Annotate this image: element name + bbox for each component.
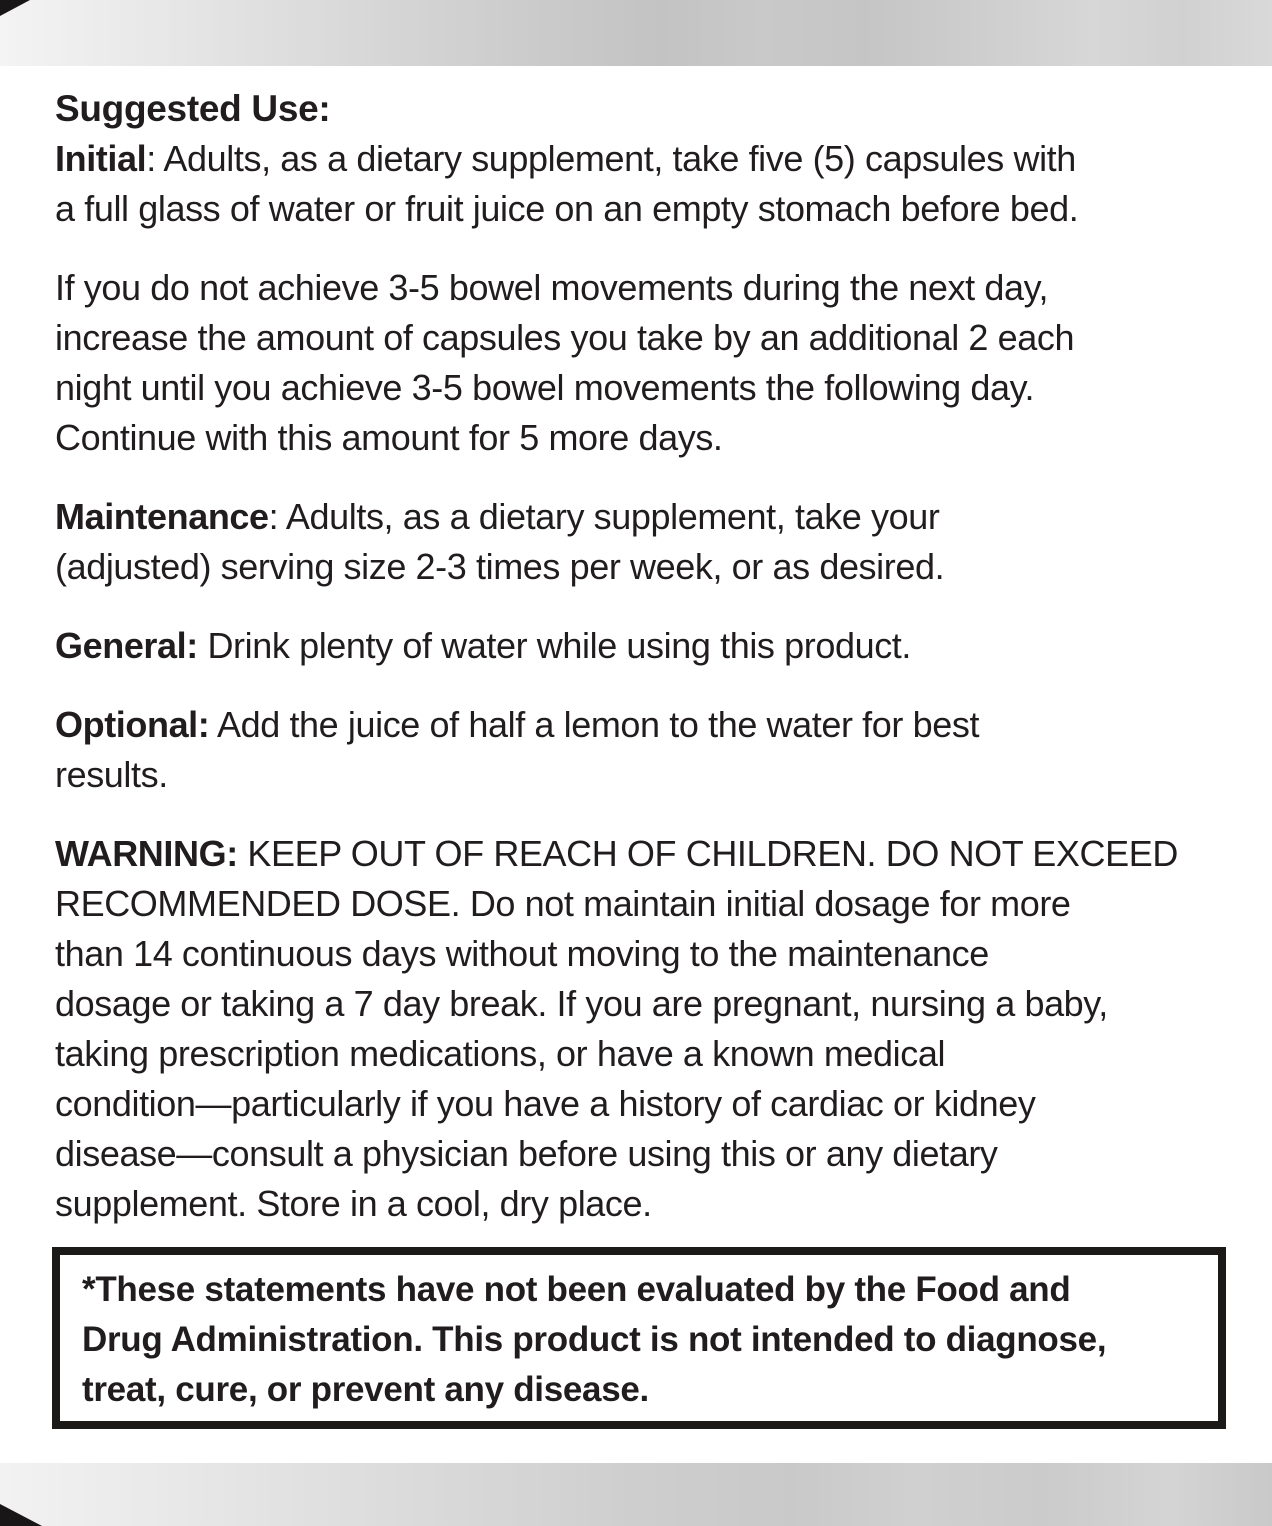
text-line: disease—consult a physician before using this or any dietary [55, 1133, 998, 1174]
text-line: Initial: Adults, as a dietary supplement, take five (5) capsules with [55, 138, 1076, 179]
text-line: a full glass of water or fruit juice on an empty stomach before bed. [55, 188, 1079, 229]
text-line: increase the amount of capsules you take by an additional 2 each [55, 317, 1075, 358]
text-line: Optional: Add the juice of half a lemon to the water for best [55, 704, 980, 745]
text-line: If you do not achieve 3-5 bowel movements during the next day, [55, 267, 1049, 308]
suggested-use-heading: Suggested Use: [55, 88, 331, 129]
paragraph-maintenance [55, 492, 1236, 592]
disclaimer-text-line: *These statements have not been evaluated by the Food and [82, 1270, 1071, 1309]
metallic-bottom-edge [0, 1463, 1272, 1526]
fda-disclaimer-box [52, 1247, 1226, 1429]
text-line: Continue with this amount for 5 more days. [55, 417, 723, 458]
text-line: taking prescription medications, or have a known medical [55, 1033, 946, 1074]
text-line: results. [55, 754, 168, 795]
text-line: Maintenance: Adults, as a dietary supplement, take your [55, 496, 940, 537]
text-line: WARNING: KEEP OUT OF REACH OF CHILDREN. DO NOT EXCEED [55, 833, 1178, 874]
paragraph-general [55, 621, 1236, 671]
paragraph-warning [55, 829, 1236, 1229]
paragraph-titration [55, 263, 1236, 463]
text-line: dosage or taking a 7 day break. If you are pregnant, nursing a baby, [55, 983, 1108, 1024]
text-line: condition—particularly if you have a history of cardiac or kidney [55, 1083, 1036, 1124]
text-line: night until you achieve 3-5 bowel movements the following day. [55, 367, 1035, 408]
bottom-left-corner-curl [0, 1504, 42, 1526]
disclaimer-text-line: treat, cure, or prevent any disease. [82, 1370, 649, 1409]
text-line: General: Drink plenty of water while using this product. [55, 625, 911, 666]
disclaimer-text-line: Drug Administration. This product is not intended to diagnose, [82, 1320, 1107, 1359]
paragraph-optional [55, 700, 1236, 800]
metallic-top-edge [0, 0, 1272, 66]
text-line: RECOMMENDED DOSE. Do not maintain initial dosage for more [55, 883, 1071, 924]
text-line: supplement. Store in a cool, dry place. [55, 1183, 652, 1224]
paragraph-initial [55, 134, 1236, 234]
text-line: than 14 continuous days without moving to the maintenance [55, 933, 989, 974]
top-left-corner-curl [0, 0, 30, 16]
text-line: (adjusted) serving size 2-3 times per week, or as desired. [55, 546, 945, 587]
directions-text-block [55, 84, 1236, 1229]
